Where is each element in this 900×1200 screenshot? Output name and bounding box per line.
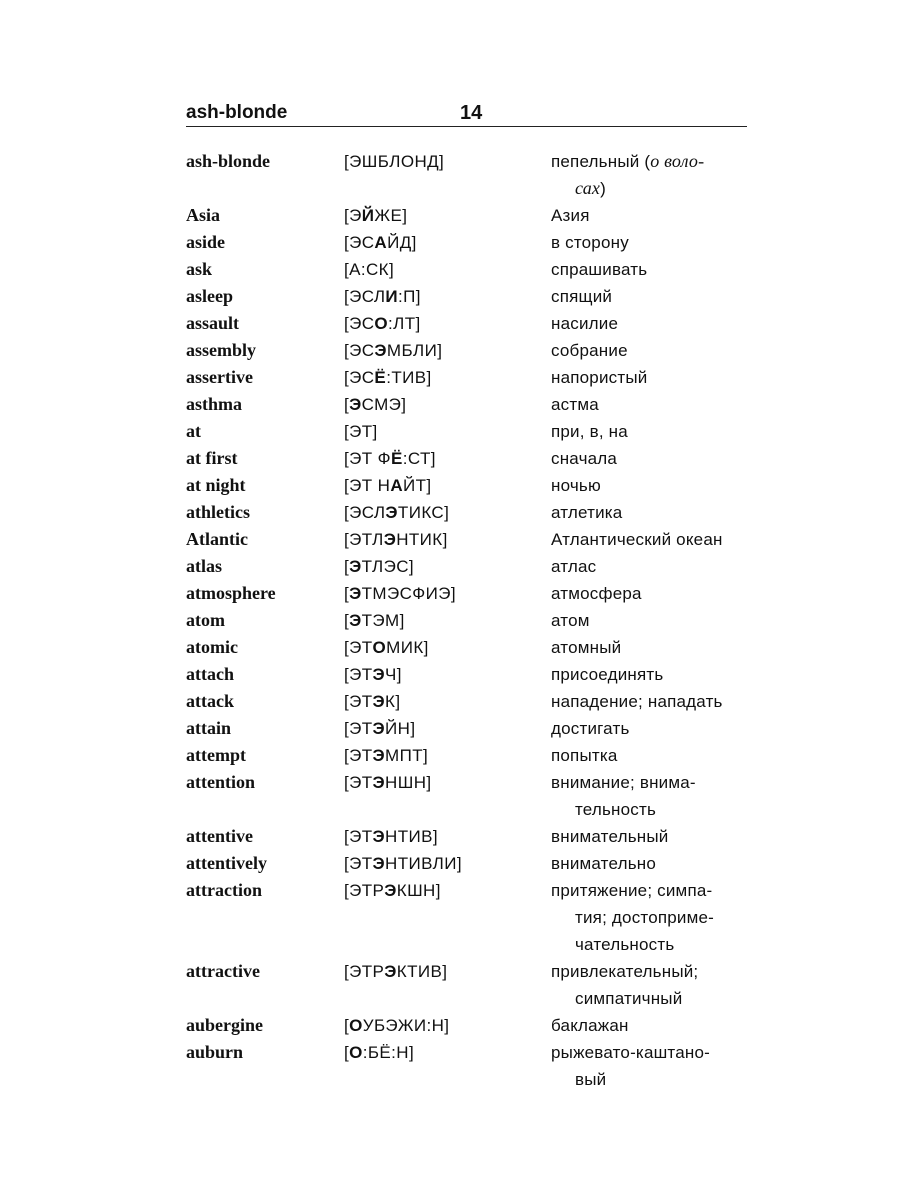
transcription-part: [ xyxy=(344,611,350,630)
translation xyxy=(551,418,756,445)
headword: Asia xyxy=(186,205,221,225)
dictionary-entry xyxy=(186,391,756,418)
translation xyxy=(551,202,756,229)
transcription-part: :П] xyxy=(398,287,421,306)
header-rule xyxy=(186,126,747,127)
transcription xyxy=(344,283,551,310)
dictionary-entry xyxy=(186,607,756,634)
transcription-part: [ xyxy=(344,557,350,576)
translation-part: атомный xyxy=(551,638,622,657)
translation-part: сах xyxy=(575,178,601,198)
translation-part: атмосфера xyxy=(551,584,642,603)
headword: attentively xyxy=(186,853,267,873)
transcription xyxy=(344,715,551,742)
transcription-part: А xyxy=(374,233,388,252)
translation-part: ночью xyxy=(551,476,601,495)
translation xyxy=(551,364,756,391)
transcription-part: [ЭС xyxy=(344,368,375,387)
translation xyxy=(551,715,756,742)
transcription-part: ТЭМ] xyxy=(361,611,405,630)
transcription xyxy=(344,769,551,796)
transcription xyxy=(344,202,551,229)
transcription-part: ЙД] xyxy=(387,233,417,252)
translation xyxy=(551,742,756,769)
transcription-part: ТЛЭС] xyxy=(361,557,415,576)
dictionary-entry xyxy=(186,418,756,445)
translation-part: ) xyxy=(600,179,606,198)
dictionary-entry xyxy=(186,580,756,607)
translation-continuation xyxy=(551,985,756,1012)
translation-part: тия; достоприме- xyxy=(575,908,715,927)
transcription-part: МБЛИ] xyxy=(386,341,443,360)
dictionary-entry xyxy=(186,688,756,715)
dictionary-entry xyxy=(186,553,756,580)
translation-part: достигать xyxy=(551,719,630,738)
translation-continuation xyxy=(551,904,756,931)
translation-part: пепельный ( xyxy=(551,152,651,171)
transcription xyxy=(344,526,551,553)
headword: at night xyxy=(186,475,246,495)
translation xyxy=(551,958,756,1012)
transcription-part: МИК] xyxy=(386,638,429,657)
transcription-part: [ЭТР xyxy=(344,962,385,981)
transcription-part: МПТ] xyxy=(385,746,429,765)
transcription xyxy=(344,499,551,526)
translation xyxy=(551,472,756,499)
transcription-part: [ xyxy=(344,584,350,603)
transcription xyxy=(344,310,551,337)
translation xyxy=(551,1039,756,1093)
translation-part: атом xyxy=(551,611,590,630)
translation xyxy=(551,634,756,661)
translation xyxy=(551,553,756,580)
transcription-part: О xyxy=(372,638,387,657)
dictionary-entry xyxy=(186,472,756,499)
translation xyxy=(551,769,756,823)
dictionary-entry xyxy=(186,310,756,337)
transcription-part: Э xyxy=(349,584,362,603)
translation xyxy=(551,607,756,634)
dictionary-entry xyxy=(186,337,756,364)
transcription-part: [ЭС xyxy=(344,314,375,333)
transcription-part: [ЭТ Ф xyxy=(344,449,391,468)
transcription-part: [Э xyxy=(344,206,362,225)
dictionary-entry xyxy=(186,364,756,391)
dictionary-entry xyxy=(186,958,756,1012)
transcription xyxy=(344,634,551,661)
transcription xyxy=(344,391,551,418)
transcription-part: Э xyxy=(349,395,362,414)
headword: assault xyxy=(186,313,240,333)
headword: attain xyxy=(186,718,231,738)
transcription xyxy=(344,337,551,364)
transcription-part: Э xyxy=(385,503,398,522)
transcription-part: [ЭТЛ xyxy=(344,530,384,549)
headword: attack xyxy=(186,691,234,711)
transcription-part: [ЭТ] xyxy=(344,422,378,441)
transcription-part: [ЭТ xyxy=(344,665,373,684)
translation-part: попытка xyxy=(551,746,618,765)
transcription-part: [ЭШБЛОНД] xyxy=(344,152,445,171)
transcription-part: Э xyxy=(374,341,387,360)
dictionary-entry xyxy=(186,715,756,742)
headword: assembly xyxy=(186,340,257,360)
transcription xyxy=(344,472,551,499)
headword: ask xyxy=(186,259,213,279)
transcription-part: НТИВ] xyxy=(385,827,438,846)
translation-part: Азия xyxy=(551,206,590,225)
transcription-part: НТИК] xyxy=(396,530,448,549)
headword: asleep xyxy=(186,286,233,306)
transcription xyxy=(344,418,551,445)
transcription xyxy=(344,256,551,283)
headword: asthma xyxy=(186,394,243,414)
transcription-part: [ xyxy=(344,395,350,414)
translation-part: атлас xyxy=(551,557,597,576)
headword: attention xyxy=(186,772,255,792)
dictionary-entry xyxy=(186,661,756,688)
translation xyxy=(551,823,756,850)
translation-part: Атлантический океан xyxy=(551,530,723,549)
transcription-part: О xyxy=(349,1016,363,1035)
transcription-part: Э xyxy=(372,854,386,873)
transcription xyxy=(344,958,551,985)
transcription-part: :ЛТ] xyxy=(388,314,421,333)
translation xyxy=(551,877,756,958)
translation-part: спрашивать xyxy=(551,260,648,279)
dictionary-entry xyxy=(186,445,756,472)
dictionary-entry xyxy=(186,256,756,283)
translation-part: баклажан xyxy=(551,1016,629,1035)
page-number: 14 xyxy=(460,102,483,124)
transcription-part: Э xyxy=(372,719,386,738)
transcription xyxy=(344,661,551,688)
transcription-part: [ЭСЛ xyxy=(344,287,386,306)
dictionary-entry xyxy=(186,850,756,877)
transcription xyxy=(344,445,551,472)
transcription-part: Э xyxy=(372,665,386,684)
translation-part: внимательный xyxy=(551,827,669,846)
transcription-part: Э xyxy=(372,773,386,792)
transcription-part: Э xyxy=(384,962,397,981)
translation xyxy=(551,661,756,688)
headword: aside xyxy=(186,232,226,252)
translation-part: при, в, на xyxy=(551,422,628,441)
translation-part: рыжевато-каштано- xyxy=(551,1043,710,1062)
transcription xyxy=(344,823,551,850)
transcription-part: ТИКС] xyxy=(397,503,450,522)
transcription-part: Э xyxy=(383,530,397,549)
transcription-part: [ЭТ xyxy=(344,638,373,657)
transcription-part: А xyxy=(390,476,404,495)
transcription-part: О xyxy=(374,314,389,333)
dictionary-entry xyxy=(186,202,756,229)
dictionary-entry xyxy=(186,769,756,823)
transcription-part: [ЭТ xyxy=(344,692,373,711)
transcription-part: Ё xyxy=(374,368,387,387)
transcription xyxy=(344,607,551,634)
transcription-part: Э xyxy=(349,611,362,630)
headword: attractive xyxy=(186,961,260,981)
dictionary-entry xyxy=(186,148,756,202)
translation xyxy=(551,256,756,283)
transcription xyxy=(344,688,551,715)
transcription-part: ЙТ] xyxy=(403,476,432,495)
translation xyxy=(551,337,756,364)
translation-part: в сторону xyxy=(551,233,629,252)
transcription-part: Э xyxy=(384,881,397,900)
translation-part: привлекательный; xyxy=(551,962,699,981)
transcription-part: УБЭЖИ:Н] xyxy=(362,1016,450,1035)
transcription-part: [А:СК] xyxy=(344,260,395,279)
translation xyxy=(551,850,756,877)
translation-part: астма xyxy=(551,395,599,414)
translation xyxy=(551,688,756,715)
transcription-part: [ЭТ xyxy=(344,746,373,765)
running-head-word: ash-blonde xyxy=(186,102,288,123)
transcription xyxy=(344,1012,551,1039)
transcription-part: [ЭТ xyxy=(344,773,373,792)
transcription-part: [ЭТР xyxy=(344,881,385,900)
headword: auburn xyxy=(186,1042,244,1062)
dictionary-entry xyxy=(186,229,756,256)
transcription xyxy=(344,148,551,175)
transcription-part: [ЭТ xyxy=(344,719,373,738)
transcription-part: [ЭС xyxy=(344,341,375,360)
transcription-part: Э xyxy=(349,557,362,576)
transcription-part: [ЭТ xyxy=(344,827,373,846)
headword: atmosphere xyxy=(186,583,276,603)
translation-part: напористый xyxy=(551,368,648,387)
dictionary-entry xyxy=(186,526,756,553)
translation xyxy=(551,526,756,553)
transcription-part: КТИВ] xyxy=(396,962,448,981)
headword: attentive xyxy=(186,826,253,846)
transcription-part: [ xyxy=(344,1043,350,1062)
translation-part: симпатичный xyxy=(575,989,683,1008)
transcription-part: Ч] xyxy=(385,665,402,684)
transcription-part: [ЭТ xyxy=(344,854,373,873)
translation xyxy=(551,445,756,472)
translation-continuation xyxy=(551,931,756,958)
dictionary-entry xyxy=(186,634,756,661)
headword: attraction xyxy=(186,880,262,900)
translation xyxy=(551,229,756,256)
headword: atom xyxy=(186,610,225,630)
transcription-part: О xyxy=(349,1043,363,1062)
transcription-part: ЙН] xyxy=(385,719,416,738)
transcription-part: :БЁ:Н] xyxy=(362,1043,415,1062)
headword: aubergine xyxy=(186,1015,264,1035)
translation-part: собрание xyxy=(551,341,628,360)
headword: at xyxy=(186,421,201,441)
headword: ash-blonde xyxy=(186,151,271,171)
transcription-part: :ТИВ] xyxy=(386,368,432,387)
translation-part: атлетика xyxy=(551,503,623,522)
translation-part: присоединять xyxy=(551,665,664,684)
translation-part: сначала xyxy=(551,449,618,468)
transcription xyxy=(344,877,551,904)
transcription xyxy=(344,742,551,769)
translation-part: тельность xyxy=(575,800,657,819)
dictionary-entry xyxy=(186,283,756,310)
dictionary-entry xyxy=(186,1012,756,1039)
transcription-part: Й xyxy=(361,206,375,225)
translation-continuation xyxy=(551,1066,756,1093)
headword: assertive xyxy=(186,367,253,387)
headword: attach xyxy=(186,664,234,684)
transcription-part: :СТ] xyxy=(402,449,436,468)
translation-part: вый xyxy=(575,1070,607,1089)
transcription-part: [ xyxy=(344,1016,350,1035)
translation-continuation xyxy=(551,175,756,202)
transcription xyxy=(344,580,551,607)
translation xyxy=(551,580,756,607)
transcription-part: [ЭС xyxy=(344,233,375,252)
headword: attempt xyxy=(186,745,246,765)
transcription-part: ЖЕ] xyxy=(374,206,408,225)
transcription-part: НШН] xyxy=(385,773,432,792)
translation xyxy=(551,283,756,310)
dictionary-entries xyxy=(186,148,756,1093)
transcription-part: КШН] xyxy=(396,881,441,900)
translation xyxy=(551,499,756,526)
headword: Atlantic xyxy=(186,529,248,549)
transcription xyxy=(344,229,551,256)
transcription-part: Э xyxy=(372,692,386,711)
dictionary-entry xyxy=(186,742,756,769)
transcription-part: Ё xyxy=(390,449,403,468)
translation-continuation xyxy=(551,796,756,823)
transcription xyxy=(344,364,551,391)
translation-part: внимательно xyxy=(551,854,656,873)
headword: athletics xyxy=(186,502,250,522)
transcription-part: НТИВЛИ] xyxy=(385,854,462,873)
dictionary-entry xyxy=(186,877,756,958)
transcription-part: К] xyxy=(385,692,401,711)
translation-part: спящий xyxy=(551,287,613,306)
dictionary-entry xyxy=(186,823,756,850)
transcription-part: Э xyxy=(372,827,386,846)
headword: atomic xyxy=(186,637,238,657)
transcription-part: [ЭТ Н xyxy=(344,476,391,495)
dictionary-entry xyxy=(186,499,756,526)
translation xyxy=(551,391,756,418)
transcription xyxy=(344,850,551,877)
transcription xyxy=(344,553,551,580)
translation xyxy=(551,1012,756,1039)
translation-part: чательность xyxy=(575,935,675,954)
running-head xyxy=(186,102,747,126)
translation-part: о воло- xyxy=(650,151,705,171)
transcription-part: [ЭСЛ xyxy=(344,503,386,522)
transcription-part: СМЭ] xyxy=(361,395,407,414)
headword: at first xyxy=(186,448,238,468)
transcription xyxy=(344,1039,551,1066)
translation-part: нападение; нападать xyxy=(551,692,723,711)
headword: atlas xyxy=(186,556,222,576)
translation-part: притяжение; симпа- xyxy=(551,881,713,900)
translation-part: насилие xyxy=(551,314,619,333)
translation-part: внимание; внима- xyxy=(551,773,696,792)
transcription-part: Э xyxy=(372,746,386,765)
transcription-part: ТМЭСФИЭ] xyxy=(361,584,456,603)
transcription-part: И xyxy=(385,287,399,306)
dictionary-entry xyxy=(186,1039,756,1093)
translation xyxy=(551,310,756,337)
translation xyxy=(551,148,756,202)
